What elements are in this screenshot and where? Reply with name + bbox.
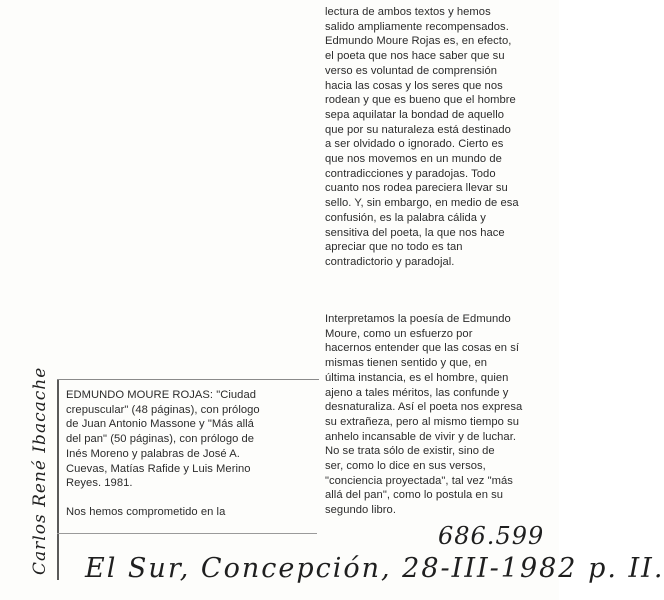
article-text-line: confusión, es la palabra cálida y <box>325 211 486 224</box>
article-text-line: su extrañeza, pero al mismo tiempo su <box>325 415 519 428</box>
clipping-edge-top <box>57 379 319 380</box>
article-text-line: anhelo incansable de vivir y de luchar. <box>325 430 517 443</box>
article-text-line: Moure, como un esfuerzo por <box>325 327 473 340</box>
article-text-line: apreciar que no todo es tan <box>325 241 463 254</box>
article-text-line: Interpretamos la poesía de Edmundo <box>325 313 511 325</box>
article-text-line: desnaturaliza. Así el poeta nos expresa <box>325 401 523 414</box>
article-text-line: contradictorio y paradojal. <box>325 255 455 268</box>
clipping-edge-left <box>57 380 59 580</box>
article-text-line: sepa aquilatar la bondad de aquello <box>325 108 505 121</box>
article-text-line: que por su naturaleza está destinado <box>325 123 511 136</box>
article-text-line: ajeno a tales méritos, las confunde y <box>325 386 509 399</box>
book-reference-line: Reyes. 1981. <box>66 477 133 490</box>
article-text-line: salido ampliamente recompensados. <box>325 20 509 33</box>
article-text-line: que nos movemos en un mundo de <box>325 153 502 166</box>
article-text-line: "conciencia proyectada", tal vez "más <box>325 474 513 487</box>
article-text-line: sello. Y, sin embargo, en medio de esa <box>325 197 519 210</box>
article-text-line: cuanto nos rodea pareciera llevar su <box>325 182 508 195</box>
handwritten-source-note: El Sur, Concepción, 28-III-1982 p. II. <box>85 553 664 584</box>
article-text-line: última instancia, es el hombre, quien <box>325 371 509 384</box>
clipping-edge-bottom <box>57 533 317 534</box>
article-text-line: hacernos entender que las cosas en sí <box>325 342 520 355</box>
article-text-line: Edmundo Moure Rojas es, en efecto, <box>325 35 512 48</box>
book-reference <box>66 388 260 491</box>
article-text-line: contradicciones y paradojas. Todo <box>325 167 496 180</box>
article-text-line: mismas tienen sentido y que, en <box>325 357 487 370</box>
article-text-line: No se trata sólo de existir, sino de <box>325 445 495 458</box>
article-text-line: sensitiva del poeta, la que nos hace <box>325 226 505 239</box>
book-reference-line: Inés Moreno y palabras de José A. <box>66 447 240 460</box>
article-text-line: verso es voluntad de comprensión <box>325 64 497 77</box>
paragraph-gap <box>66 491 260 505</box>
book-reference-line: Cuevas, Matías Rafide y Luis Merino <box>66 462 251 475</box>
left-column-continuation: Nos hemos comprometido en la <box>66 505 226 518</box>
right-column-bottom <box>325 312 522 518</box>
right-column-top <box>325 5 519 270</box>
book-reference-line: crepuscular" (48 páginas), con prólogo <box>66 403 260 416</box>
handwritten-author-note: Carlos René Ibacache <box>30 366 50 575</box>
article-text-line: allá del pan", como lo postula en su <box>325 489 504 502</box>
book-reference-line: de Juan Antonio Massone y "Más allá <box>66 418 254 431</box>
article-text-line: lectura de ambos textos y hemos <box>325 6 491 18</box>
article-text-line: hacia las cosas y los seres que nos <box>325 79 503 92</box>
left-column <box>66 388 260 520</box>
article-text-line: el poeta que nos hace saber que su <box>325 50 505 63</box>
book-reference-line: EDMUNDO MOURE ROJAS: "Ciudad <box>66 389 256 401</box>
article-text-line: ser, como lo dice en sus versos, <box>325 460 486 473</box>
handwritten-catalog-number: 686.599 <box>438 522 545 550</box>
article-text-line: rodean y que es bueno que el hombre <box>325 94 516 107</box>
article-text-line: segundo libro. <box>325 504 396 517</box>
article-text-line: a ser olvidado o ignorado. Cierto es <box>325 138 504 151</box>
book-reference-line: del pan" (50 páginas), con prólogo de <box>66 433 255 446</box>
